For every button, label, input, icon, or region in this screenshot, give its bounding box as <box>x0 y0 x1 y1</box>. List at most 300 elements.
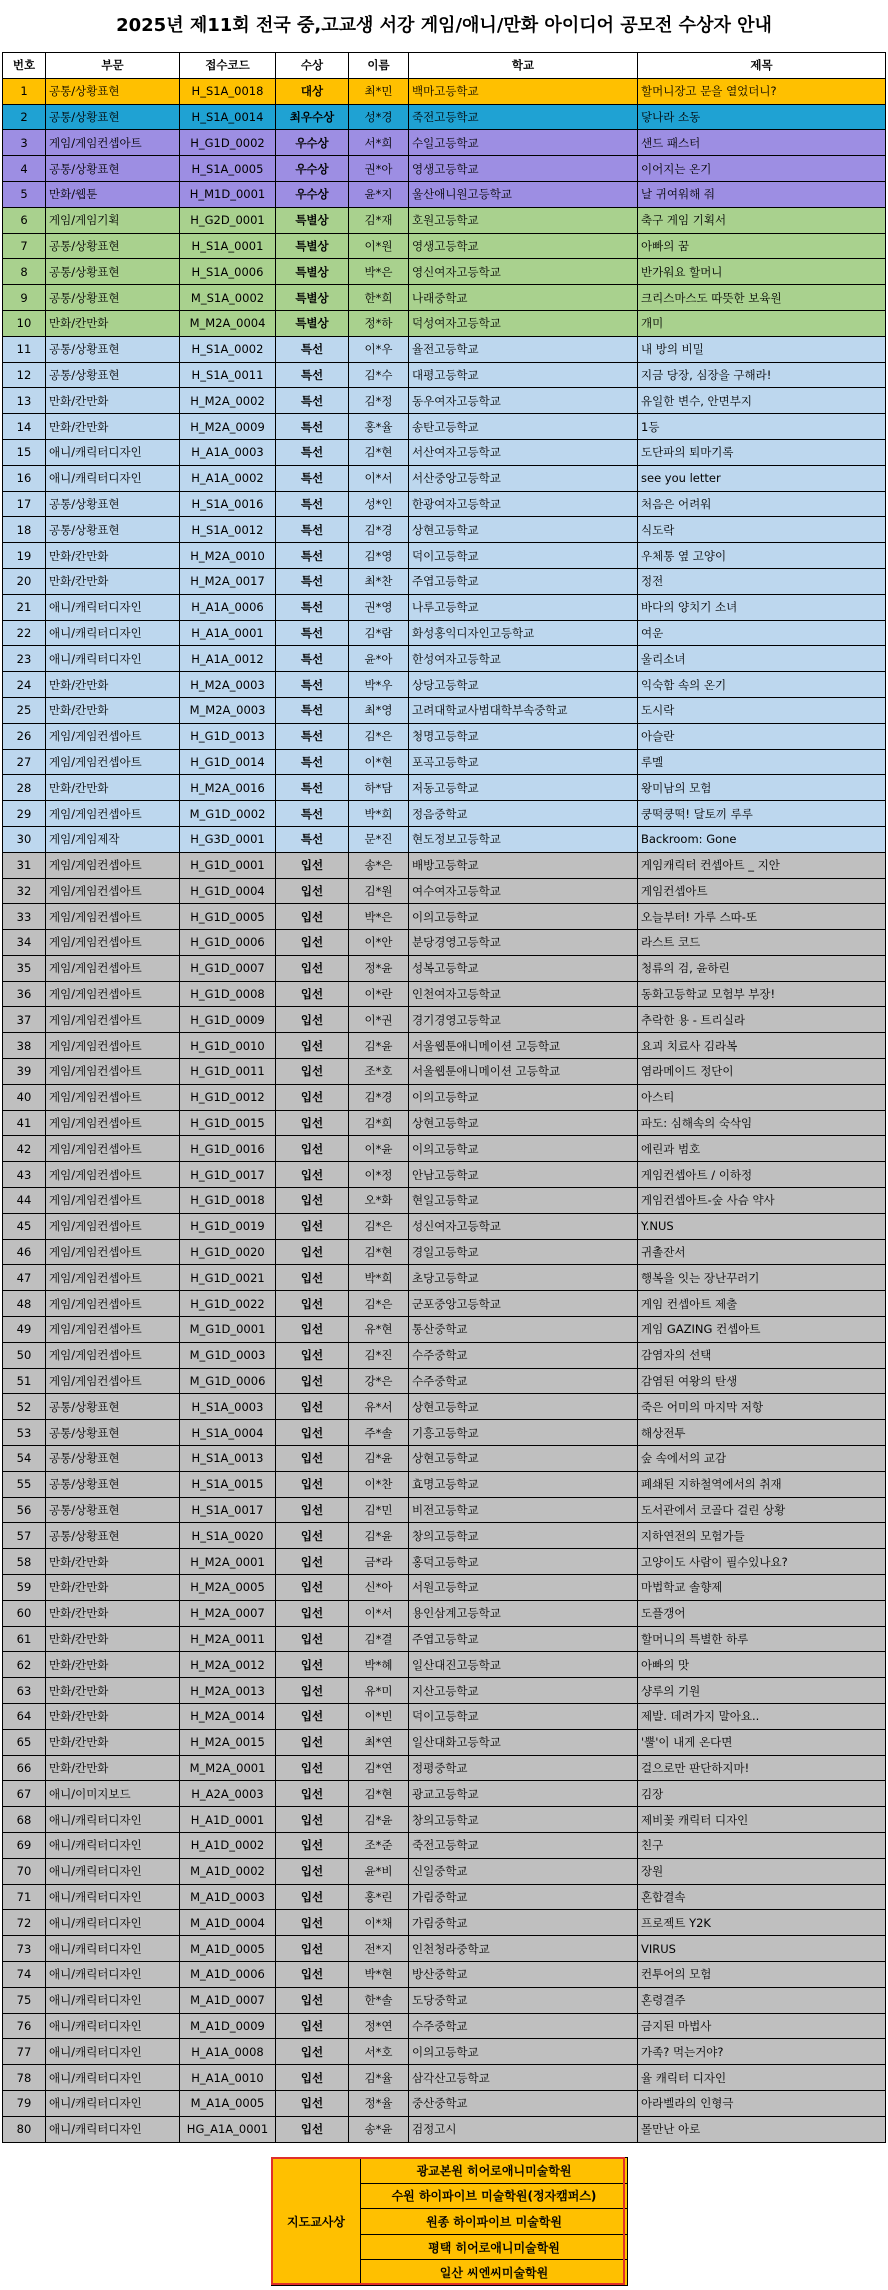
table-body <box>3 78 886 2142</box>
cell-school: 화성홍익디자인고등학교 <box>409 620 638 646</box>
cell-title: 폐쇄된 지하철역에서의 취재 <box>638 1471 886 1497</box>
cell-name: 전*지 <box>349 1936 409 1962</box>
cell-award: 특선 <box>276 697 349 723</box>
cell-school: 나래중학교 <box>409 285 638 311</box>
cell-name: 김*현 <box>349 1781 409 1807</box>
cell-school: 방산중학교 <box>409 1961 638 1987</box>
advisor-academy: 평택 히어로애니미술학원 <box>361 2234 628 2260</box>
cell-category: 게임/게임컨셉아트 <box>46 1213 180 1239</box>
cell-title: 금지된 마법사 <box>638 2013 886 2039</box>
cell-name: 박*은 <box>349 904 409 930</box>
cell-code: H_S1A_0003 <box>180 1394 276 1420</box>
cell-school: 덕성여자고등학교 <box>409 310 638 336</box>
cell-school: 통산중학교 <box>409 1317 638 1343</box>
cell-title: 제비꽃 캐릭터 디자인 <box>638 1807 886 1833</box>
cell-no: 57 <box>3 1523 46 1549</box>
cell-award: 입선 <box>276 904 349 930</box>
cell-school: 죽전고등학교 <box>409 104 638 130</box>
cell-category: 만화/칸만화 <box>46 388 180 414</box>
header-name: 이름 <box>349 53 409 79</box>
table-row <box>3 1497 886 1523</box>
cell-code: M_G1D_0006 <box>180 1368 276 1394</box>
cell-school: 영생고등학교 <box>409 233 638 259</box>
cell-title: 파도: 심해속의 숙삭임 <box>638 1110 886 1136</box>
cell-school: 창의고등학교 <box>409 1807 638 1833</box>
cell-code: H_A1A_0010 <box>180 2065 276 2091</box>
cell-school: 나루고등학교 <box>409 594 638 620</box>
cell-title: 도시락 <box>638 697 886 723</box>
table-row <box>3 491 886 517</box>
cell-school: 정평중학교 <box>409 1755 638 1781</box>
cell-award: 입선 <box>276 1213 349 1239</box>
cell-no: 19 <box>3 543 46 569</box>
cell-code: H_M2A_0005 <box>180 1575 276 1601</box>
cell-category: 애니/캐릭터디자인 <box>46 2090 180 2116</box>
cell-title: 내 방의 비밀 <box>638 336 886 362</box>
table-row <box>3 878 886 904</box>
cell-school: 울산애니원고등학교 <box>409 181 638 207</box>
table-row <box>3 646 886 672</box>
cell-title: 날 귀여워해 줘 <box>638 181 886 207</box>
table-row <box>3 285 886 311</box>
cell-school: 상당고등학교 <box>409 672 638 698</box>
cell-no: 60 <box>3 1600 46 1626</box>
cell-category: 게임/게임컨셉아트 <box>46 1059 180 1085</box>
table-row <box>3 543 886 569</box>
cell-no: 36 <box>3 981 46 1007</box>
table-row <box>3 1084 886 1110</box>
cell-category: 공통/상황표현 <box>46 1523 180 1549</box>
cell-title: 라스트 코드 <box>638 930 886 956</box>
table-row <box>3 414 886 440</box>
cell-category: 공통/상황표현 <box>46 156 180 182</box>
cell-category: 게임/게임컨셉아트 <box>46 1317 180 1343</box>
cell-award: 특선 <box>276 491 349 517</box>
cell-award: 입선 <box>276 1936 349 1962</box>
cell-category: 만화/칸만화 <box>46 1678 180 1704</box>
cell-category: 게임/게임기획 <box>46 207 180 233</box>
cell-award: 입선 <box>276 2013 349 2039</box>
table-row <box>3 1781 886 1807</box>
cell-school: 수주중학교 <box>409 2013 638 2039</box>
cell-title: 아스티 <box>638 1084 886 1110</box>
cell-school: 한광여자고등학교 <box>409 491 638 517</box>
cell-name: 김*영 <box>349 543 409 569</box>
cell-title: 동화고등학교 모험부 부장! <box>638 981 886 1007</box>
cell-no: 25 <box>3 697 46 723</box>
cell-school: 수주중학교 <box>409 1342 638 1368</box>
cell-school: 서산여자고등학교 <box>409 439 638 465</box>
cell-school: 경기경영고등학교 <box>409 1007 638 1033</box>
cell-award: 특선 <box>276 465 349 491</box>
cell-category: 애니/캐릭터디자인 <box>46 1858 180 1884</box>
cell-title: 제발. 데려가지 말아요.. <box>638 1704 886 1730</box>
cell-award: 입선 <box>276 2090 349 2116</box>
cell-school: 상현고등학교 <box>409 517 638 543</box>
cell-school: 주엽고등학교 <box>409 1626 638 1652</box>
cell-code: H_M2A_0013 <box>180 1678 276 1704</box>
cell-title: 도서관에서 코골다 걸린 상황 <box>638 1497 886 1523</box>
cell-award: 입선 <box>276 1523 349 1549</box>
table-row <box>3 1807 886 1833</box>
cell-school: 현도정보고등학교 <box>409 826 638 852</box>
cell-title: 아슬란 <box>638 723 886 749</box>
cell-code: H_S1A_0016 <box>180 491 276 517</box>
cell-name: 최*연 <box>349 1729 409 1755</box>
cell-no: 63 <box>3 1678 46 1704</box>
cell-code: H_M2A_0011 <box>180 1626 276 1652</box>
table-row <box>3 904 886 930</box>
cell-category: 만화/칸만화 <box>46 697 180 723</box>
cell-school: 죽전고등학교 <box>409 1832 638 1858</box>
cell-category: 게임/게임컨셉아트 <box>46 852 180 878</box>
cell-no: 40 <box>3 1084 46 1110</box>
cell-category: 공통/상황표현 <box>46 1497 180 1523</box>
cell-category: 게임/게임컨셉아트 <box>46 1033 180 1059</box>
cell-name: 박*희 <box>349 1265 409 1291</box>
cell-name: 이*현 <box>349 749 409 775</box>
cell-title: 정전 <box>638 568 886 594</box>
cell-code: H_A1D_0002 <box>180 1832 276 1858</box>
cell-code: H_M2A_0015 <box>180 1729 276 1755</box>
cell-category: 애니/캐릭터디자인 <box>46 2013 180 2039</box>
cell-award: 입선 <box>276 1832 349 1858</box>
cell-name: 이*우 <box>349 336 409 362</box>
cell-category: 게임/게임컨셉아트 <box>46 1110 180 1136</box>
cell-title: 바다의 양치기 소녀 <box>638 594 886 620</box>
cell-category: 게임/게임컨셉아트 <box>46 904 180 930</box>
cell-award: 특선 <box>276 620 349 646</box>
table-row <box>3 2013 886 2039</box>
cell-no: 78 <box>3 2065 46 2091</box>
cell-no: 80 <box>3 2116 46 2142</box>
cell-code: H_G1D_0005 <box>180 904 276 930</box>
cell-category: 게임/게임컨셉아트 <box>46 1007 180 1033</box>
cell-title: 닿나라 소동 <box>638 104 886 130</box>
cell-no: 18 <box>3 517 46 543</box>
cell-code: H_G1D_0022 <box>180 1291 276 1317</box>
cell-award: 특선 <box>276 336 349 362</box>
table-row <box>3 930 886 956</box>
cell-category: 게임/게임컨셉아트 <box>46 130 180 156</box>
cell-category: 애니/캐릭터디자인 <box>46 439 180 465</box>
cell-no: 8 <box>3 259 46 285</box>
cell-name: 최*영 <box>349 697 409 723</box>
cell-no: 70 <box>3 1858 46 1884</box>
cell-award: 입선 <box>276 1136 349 1162</box>
cell-category: 애니/캐릭터디자인 <box>46 594 180 620</box>
cell-name: 김*현 <box>349 1239 409 1265</box>
table-row <box>3 104 886 130</box>
cell-category: 만화/칸만화 <box>46 1549 180 1575</box>
cell-school: 광교고등학교 <box>409 1781 638 1807</box>
advisor-academy: 수원 하이파이브 미술학원(정자캠퍼스) <box>361 2183 628 2209</box>
table-row <box>3 1342 886 1368</box>
cell-award: 특선 <box>276 775 349 801</box>
cell-name: 이*권 <box>349 1007 409 1033</box>
cell-name: 이*서 <box>349 1600 409 1626</box>
cell-category: 만화/칸만화 <box>46 1704 180 1730</box>
cell-award: 입선 <box>276 1678 349 1704</box>
table-row <box>3 1575 886 1601</box>
cell-award: 특선 <box>276 594 349 620</box>
cell-code: H_G1D_0020 <box>180 1239 276 1265</box>
table-row <box>3 1317 886 1343</box>
cell-category: 만화/웹툰 <box>46 181 180 207</box>
cell-school: 상현고등학교 <box>409 1110 638 1136</box>
table-row <box>3 594 886 620</box>
cell-award: 입선 <box>276 1626 349 1652</box>
cell-no: 71 <box>3 1884 46 1910</box>
cell-no: 26 <box>3 723 46 749</box>
table-row <box>3 1523 886 1549</box>
cell-school: 영생고등학교 <box>409 156 638 182</box>
cell-code: H_A2A_0003 <box>180 1781 276 1807</box>
cell-award: 입선 <box>276 1420 349 1446</box>
cell-category: 게임/게임컨셉아트 <box>46 1368 180 1394</box>
cell-title: Y.NUS <box>638 1213 886 1239</box>
cell-no: 11 <box>3 336 46 362</box>
table-row <box>3 1162 886 1188</box>
cell-code: H_M2A_0016 <box>180 775 276 801</box>
cell-no: 77 <box>3 2039 46 2065</box>
cell-title: Backroom: Gone <box>638 826 886 852</box>
cell-award: 입선 <box>276 1471 349 1497</box>
cell-title: 컨투어의 모험 <box>638 1961 886 1987</box>
cell-no: 15 <box>3 439 46 465</box>
cell-title: 오늘부터! 가루 스따-또 <box>638 904 886 930</box>
cell-title: 혼합결속 <box>638 1884 886 1910</box>
cell-code: H_M1D_0001 <box>180 181 276 207</box>
table-row <box>3 336 886 362</box>
cell-award: 입선 <box>276 1910 349 1936</box>
cell-category: 애니/캐릭터디자인 <box>46 1961 180 1987</box>
cell-category: 공통/상황표현 <box>46 233 180 259</box>
cell-school: 인천청라중학교 <box>409 1936 638 1962</box>
cell-name: 김*민 <box>349 1497 409 1523</box>
cell-award: 우수상 <box>276 130 349 156</box>
cell-title: 여운 <box>638 620 886 646</box>
advisor-award-table <box>271 2157 628 2286</box>
header-award: 수상 <box>276 53 349 79</box>
cell-title: 아빠의 맛 <box>638 1652 886 1678</box>
cell-no: 33 <box>3 904 46 930</box>
cell-award: 입선 <box>276 1987 349 2013</box>
cell-category: 게임/게임컨셉아트 <box>46 801 180 827</box>
cell-code: H_G1D_0009 <box>180 1007 276 1033</box>
table-row <box>3 568 886 594</box>
cell-award: 입선 <box>276 1961 349 1987</box>
cell-no: 53 <box>3 1420 46 1446</box>
cell-title: 김장 <box>638 1781 886 1807</box>
cell-no: 68 <box>3 1807 46 1833</box>
cell-award: 입선 <box>276 1265 349 1291</box>
table-row <box>3 723 886 749</box>
cell-award: 입선 <box>276 1781 349 1807</box>
cell-code: H_M2A_0009 <box>180 414 276 440</box>
cell-code: H_S1A_0020 <box>180 1523 276 1549</box>
cell-code: H_A1A_0012 <box>180 646 276 672</box>
cell-award: 입선 <box>276 1497 349 1523</box>
cell-no: 64 <box>3 1704 46 1730</box>
table-row <box>3 2090 886 2116</box>
cell-no: 67 <box>3 1781 46 1807</box>
cell-award: 입선 <box>276 1317 349 1343</box>
cell-title: 게임캐릭터 컨셉아트 _ 지안 <box>638 852 886 878</box>
cell-code: H_S1A_0001 <box>180 233 276 259</box>
cell-category: 애니/캐릭터디자인 <box>46 1807 180 1833</box>
cell-school: 분당경영고등학교 <box>409 930 638 956</box>
cell-name: 서*호 <box>349 2039 409 2065</box>
table-row <box>3 1961 886 1987</box>
cell-name: 김*경 <box>349 1084 409 1110</box>
cell-code: M_G1D_0002 <box>180 801 276 827</box>
cell-award: 입선 <box>276 981 349 1007</box>
cell-code: H_S1A_0011 <box>180 362 276 388</box>
cell-no: 42 <box>3 1136 46 1162</box>
cell-no: 20 <box>3 568 46 594</box>
cell-name: 하*담 <box>349 775 409 801</box>
cell-award: 입선 <box>276 878 349 904</box>
cell-no: 61 <box>3 1626 46 1652</box>
cell-category: 만화/칸만화 <box>46 543 180 569</box>
cell-school: 일산대화고등학교 <box>409 1729 638 1755</box>
table-row <box>3 1446 886 1472</box>
cell-name: 오*화 <box>349 1188 409 1214</box>
cell-category: 애니/캐릭터디자인 <box>46 2065 180 2091</box>
table-row <box>3 310 886 336</box>
cell-no: 32 <box>3 878 46 904</box>
cell-award: 특선 <box>276 414 349 440</box>
cell-name: 강*은 <box>349 1368 409 1394</box>
table-row <box>3 2116 886 2142</box>
table-row <box>3 1678 886 1704</box>
cell-title: 도단파의 퇴마기록 <box>638 439 886 465</box>
cell-school: 상현고등학교 <box>409 1446 638 1472</box>
cell-award: 입선 <box>276 1729 349 1755</box>
cell-name: 김*은 <box>349 1291 409 1317</box>
cell-category: 만화/칸만화 <box>46 1755 180 1781</box>
cell-school: 서산중앙고등학교 <box>409 465 638 491</box>
cell-code: H_G1D_0007 <box>180 955 276 981</box>
cell-name: 한*희 <box>349 285 409 311</box>
cell-name: 이*정 <box>349 1162 409 1188</box>
cell-award: 특선 <box>276 517 349 543</box>
cell-title: 죽은 어미의 마지막 저항 <box>638 1394 886 1420</box>
table-row <box>3 78 886 104</box>
cell-name: 박*은 <box>349 259 409 285</box>
cell-title: 가족? 먹는거야? <box>638 2039 886 2065</box>
cell-code: H_S1A_0006 <box>180 259 276 285</box>
cell-name: 성*경 <box>349 104 409 130</box>
table-row <box>3 1471 886 1497</box>
cell-award: 입선 <box>276 1704 349 1730</box>
cell-category: 애니/캐릭터디자인 <box>46 2039 180 2065</box>
cell-code: H_G1D_0015 <box>180 1110 276 1136</box>
cell-school: 지산고등학교 <box>409 1678 638 1704</box>
cell-code: H_S1A_0002 <box>180 336 276 362</box>
cell-title: 친구 <box>638 1832 886 1858</box>
table-row <box>3 1987 886 2013</box>
cell-code: H_A1A_0003 <box>180 439 276 465</box>
cell-no: 4 <box>3 156 46 182</box>
cell-category: 게임/게임컨셉아트 <box>46 749 180 775</box>
cell-title: 아빠의 꿈 <box>638 233 886 259</box>
cell-code: H_S1A_0015 <box>180 1471 276 1497</box>
cell-no: 5 <box>3 181 46 207</box>
cell-school: 수주중학교 <box>409 1368 638 1394</box>
cell-code: H_M2A_0014 <box>180 1704 276 1730</box>
cell-code: H_M2A_0010 <box>180 543 276 569</box>
cell-name: 윤*지 <box>349 181 409 207</box>
cell-title: 프로젝트 Y2K <box>638 1910 886 1936</box>
cell-school: 중산중학교 <box>409 2090 638 2116</box>
table-row <box>3 1936 886 1962</box>
cell-school: 수일고등학교 <box>409 130 638 156</box>
cell-category: 애니/캐릭터디자인 <box>46 1910 180 1936</box>
cell-name: 윤*아 <box>349 646 409 672</box>
cell-no: 45 <box>3 1213 46 1239</box>
table-row <box>3 1059 886 1085</box>
cell-school: 송탄고등학교 <box>409 414 638 440</box>
cell-title: 1등 <box>638 414 886 440</box>
cell-award: 입선 <box>276 2039 349 2065</box>
cell-category: 애니/캐릭터디자인 <box>46 1936 180 1962</box>
cell-category: 만화/칸만화 <box>46 1652 180 1678</box>
cell-school: 인천여자고등학교 <box>409 981 638 1007</box>
cell-award: 특별상 <box>276 259 349 285</box>
cell-name: 성*인 <box>349 491 409 517</box>
cell-code: H_G1D_0014 <box>180 749 276 775</box>
cell-no: 56 <box>3 1497 46 1523</box>
cell-title: 샌드 패스터 <box>638 130 886 156</box>
table-row <box>3 697 886 723</box>
cell-award: 입선 <box>276 955 349 981</box>
cell-school: 홍덕고등학교 <box>409 1549 638 1575</box>
cell-code: H_G1D_0001 <box>180 852 276 878</box>
header-no: 번호 <box>3 53 46 79</box>
cell-name: 신*아 <box>349 1575 409 1601</box>
cell-code: H_G1D_0016 <box>180 1136 276 1162</box>
cell-category: 애니/캐릭터디자인 <box>46 465 180 491</box>
cell-no: 22 <box>3 620 46 646</box>
cell-school: 대평고등학교 <box>409 362 638 388</box>
cell-award: 특별상 <box>276 310 349 336</box>
table-row <box>3 233 886 259</box>
cell-award: 입선 <box>276 1342 349 1368</box>
cell-name: 윤*비 <box>349 1858 409 1884</box>
cell-name: 박*희 <box>349 801 409 827</box>
cell-title: 샹루의 기원 <box>638 1678 886 1704</box>
table-row <box>3 388 886 414</box>
table-row <box>3 981 886 1007</box>
cell-code: M_A1D_0009 <box>180 2013 276 2039</box>
cell-title: 감염된 여왕의 탄생 <box>638 1368 886 1394</box>
cell-no: 79 <box>3 2090 46 2116</box>
cell-name: 김*연 <box>349 1755 409 1781</box>
header-title: 제목 <box>638 53 886 79</box>
cell-category: 애니/캐릭터디자인 <box>46 1832 180 1858</box>
cell-category: 공통/상황표현 <box>46 285 180 311</box>
cell-name: 최*찬 <box>349 568 409 594</box>
table-row <box>3 1213 886 1239</box>
cell-award: 입선 <box>276 1575 349 1601</box>
cell-category: 만화/칸만화 <box>46 1626 180 1652</box>
cell-name: 이*원 <box>349 233 409 259</box>
cell-code: H_G1D_0018 <box>180 1188 276 1214</box>
cell-name: 홍*린 <box>349 1884 409 1910</box>
cell-title: 처음은 어려워 <box>638 491 886 517</box>
